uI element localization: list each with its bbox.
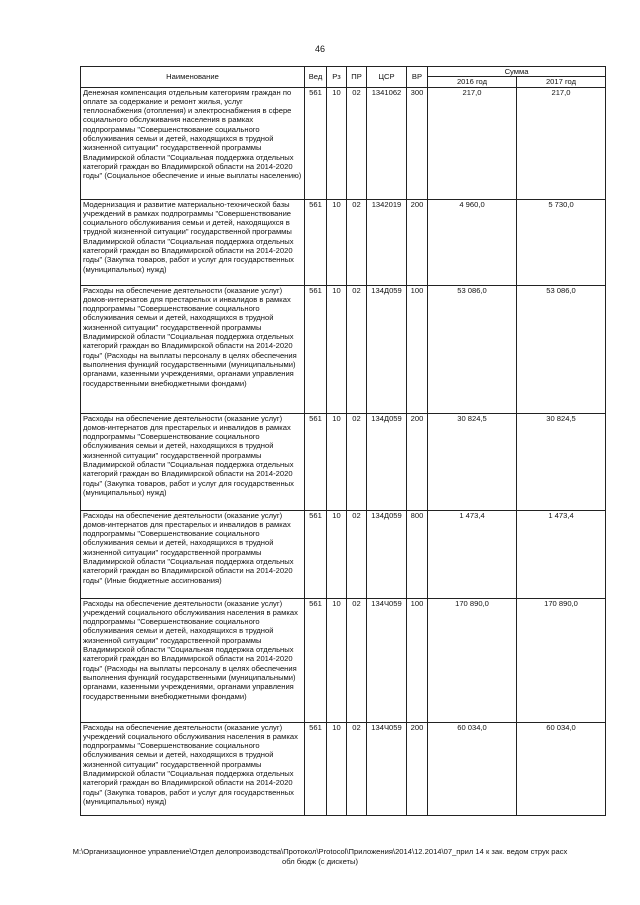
header-name: Наименование: [81, 67, 305, 88]
row-2016: 217,0: [428, 87, 517, 199]
table-row: [81, 413, 606, 510]
row-name: Расходы на обеспечение деятельности (оказание услуг) учреждений социального обслуживания населения в рамках подпрограммы "Совершенствование социального обслуживания семьи и детей, находящихся в трудной жизненной ситуации" государственной программы Владимирской области "Социальная поддержка отдельных категорий граждан во Владимирской области на 2014-2020 годы" (Расходы на выплаты персоналу в целях обеспечения выполнения функций государственными (муниципальными) органами, казенными учреждениями, органами управления государственными внебюджетными фондами): [81, 598, 305, 722]
row-2016: 170 890,0: [428, 598, 517, 722]
row-rz: 10: [327, 199, 347, 285]
row-rz: 10: [327, 285, 347, 413]
row-csr: 134Д059: [367, 285, 407, 413]
row-ved: 561: [305, 510, 327, 598]
row-2016: 60 034,0: [428, 722, 517, 815]
budget-table: [80, 66, 606, 816]
row-2017: 53 086,0: [517, 285, 606, 413]
row-pr: 02: [347, 722, 367, 815]
row-2017: 60 034,0: [517, 722, 606, 815]
header-sum: Сумма: [428, 67, 606, 77]
row-2016: 53 086,0: [428, 285, 517, 413]
row-name: Денежная компенсация отдельным категориям граждан по оплате за содержание и ремонт жилья, услуг теплоснабжения (отопления) и электроснабжения в сфере социального обслуживания населения в рамках подпрограммы "Совершенствование социального обслуживания семьи и детей, находящихся в трудной жизненной ситуации" государственной программы Владимирской области "Социальная поддержка отдельных категорий граждан во Владимирской области на 2014-2020 годы" (Социальное обеспечение и иные выплаты населению): [81, 87, 305, 199]
row-2017: 5 730,0: [517, 199, 606, 285]
footer-path-line1: М:\Организационное управление\Отдел делопроизводства\Протокол\Protocol\Приложения\2014\12.2014\07_прил 14 к зак. ведом струк расх: [72, 847, 568, 856]
row-ved: 561: [305, 285, 327, 413]
row-vr: 100: [407, 598, 428, 722]
row-ved: 561: [305, 413, 327, 510]
header-2017: 2017 год: [517, 77, 606, 87]
row-ved: 561: [305, 87, 327, 199]
table-row: [81, 285, 606, 413]
row-ved: 561: [305, 722, 327, 815]
header-csr: ЦСР: [367, 67, 407, 88]
row-csr: 134Ч059: [367, 598, 407, 722]
row-vr: 200: [407, 413, 428, 510]
row-2016: 30 824,5: [428, 413, 517, 510]
row-vr: 300: [407, 87, 428, 199]
row-pr: 02: [347, 285, 367, 413]
row-pr: 02: [347, 598, 367, 722]
row-2017: 217,0: [517, 87, 606, 199]
row-csr: 1341062: [367, 87, 407, 199]
row-csr: 134Ч059: [367, 722, 407, 815]
row-vr: 200: [407, 199, 428, 285]
row-vr: 200: [407, 722, 428, 815]
header-pr: ПР: [347, 67, 367, 88]
row-pr: 02: [347, 199, 367, 285]
row-rz: 10: [327, 510, 347, 598]
row-2017: 30 824,5: [517, 413, 606, 510]
row-2017: 1 473,4: [517, 510, 606, 598]
row-name: Расходы на обеспечение деятельности (оказание услуг) учреждений социального обслуживания населения в рамках подпрограммы "Совершенствование социального обслуживания семьи и детей, находящихся в трудной жизненной ситуации" государственной программы Владимирской области "Социальная поддержка отдельных категорий граждан во Владимирской области на 2014-2020 годы" (Закупка товаров, работ и услуг для государственных (муниципальных) нужд): [81, 722, 305, 815]
header-2016: 2016 год: [428, 77, 517, 87]
header-rz: Рз: [327, 67, 347, 88]
row-pr: 02: [347, 510, 367, 598]
row-rz: 10: [327, 722, 347, 815]
row-pr: 02: [347, 413, 367, 510]
row-2016: 1 473,4: [428, 510, 517, 598]
row-vr: 100: [407, 285, 428, 413]
row-name: Расходы на обеспечение деятельности (оказание услуг) домов-интернатов для престарелых и инвалидов в рамках подпрограммы "Совершенствование социального обслуживания семьи и детей, находящихся в трудной жизненной ситуации" государственной программы Владимирской области "Социальная поддержка отдельных категорий граждан во Владимирской области на 2014-2020 годы" (Иные бюджетные ассигнования): [81, 510, 305, 598]
row-csr: 134Д059: [367, 413, 407, 510]
header-ved: Вед: [305, 67, 327, 88]
row-csr: 134Д059: [367, 510, 407, 598]
row-ved: 561: [305, 598, 327, 722]
table-row: [81, 722, 606, 815]
row-rz: 10: [327, 598, 347, 722]
table-row: [81, 199, 606, 285]
header-row: [81, 67, 606, 77]
row-vr: 800: [407, 510, 428, 598]
footer-path-line2: обл бюдж (с дискеты): [281, 857, 359, 866]
row-rz: 10: [327, 413, 347, 510]
table-row: [81, 87, 606, 199]
row-name: Модернизация и развитие материально-технической базы учреждений в рамках подпрограммы "Совершенствование социального обслуживания семьи и детей, находящихся в трудной жизненной ситуации" государственной программы Владимирской области "Социальная поддержка отдельных категорий граждан во Владимирской области на 2014-2020 годы" (Закупка товаров, работ и услуг для государственных (муниципальных) нужд): [81, 199, 305, 285]
page-number: 46: [314, 44, 325, 54]
row-ved: 561: [305, 199, 327, 285]
row-name: Расходы на обеспечение деятельности (оказание услуг) домов-интернатов для престарелых и инвалидов в рамках подпрограммы "Совершенствование социального обслуживания семьи и детей, находящихся в трудной жизненной ситуации" государственной программы Владимирской области "Социальная поддержка отдельных категорий граждан во Владимирской области на 2014-2020 годы" (Расходы на выплаты персоналу в целях обеспечения выполнения функций государственными (муниципальными) органами, казенными учреждениями, органами управления государственными внебюджетными фондами): [81, 285, 305, 413]
header-vr: ВР: [407, 67, 428, 88]
file-path-footer: [60, 847, 580, 867]
table-row: [81, 598, 606, 722]
row-2017: 170 890,0: [517, 598, 606, 722]
row-2016: 4 960,0: [428, 199, 517, 285]
row-name: Расходы на обеспечение деятельности (оказание услуг) домов-интернатов для престарелых и инвалидов в рамках подпрограммы "Совершенствование социального обслуживания семьи и детей, находящихся в трудной жизненной ситуации" государственной программы Владимирской области "Социальная поддержка отдельных категорий граждан во Владимирской области на 2014-2020 годы" (Закупка товаров, работ и услуг для государственных (муниципальных) нужд): [81, 413, 305, 510]
row-pr: 02: [347, 87, 367, 199]
row-rz: 10: [327, 87, 347, 199]
table-row: [81, 510, 606, 598]
row-csr: 1342019: [367, 199, 407, 285]
